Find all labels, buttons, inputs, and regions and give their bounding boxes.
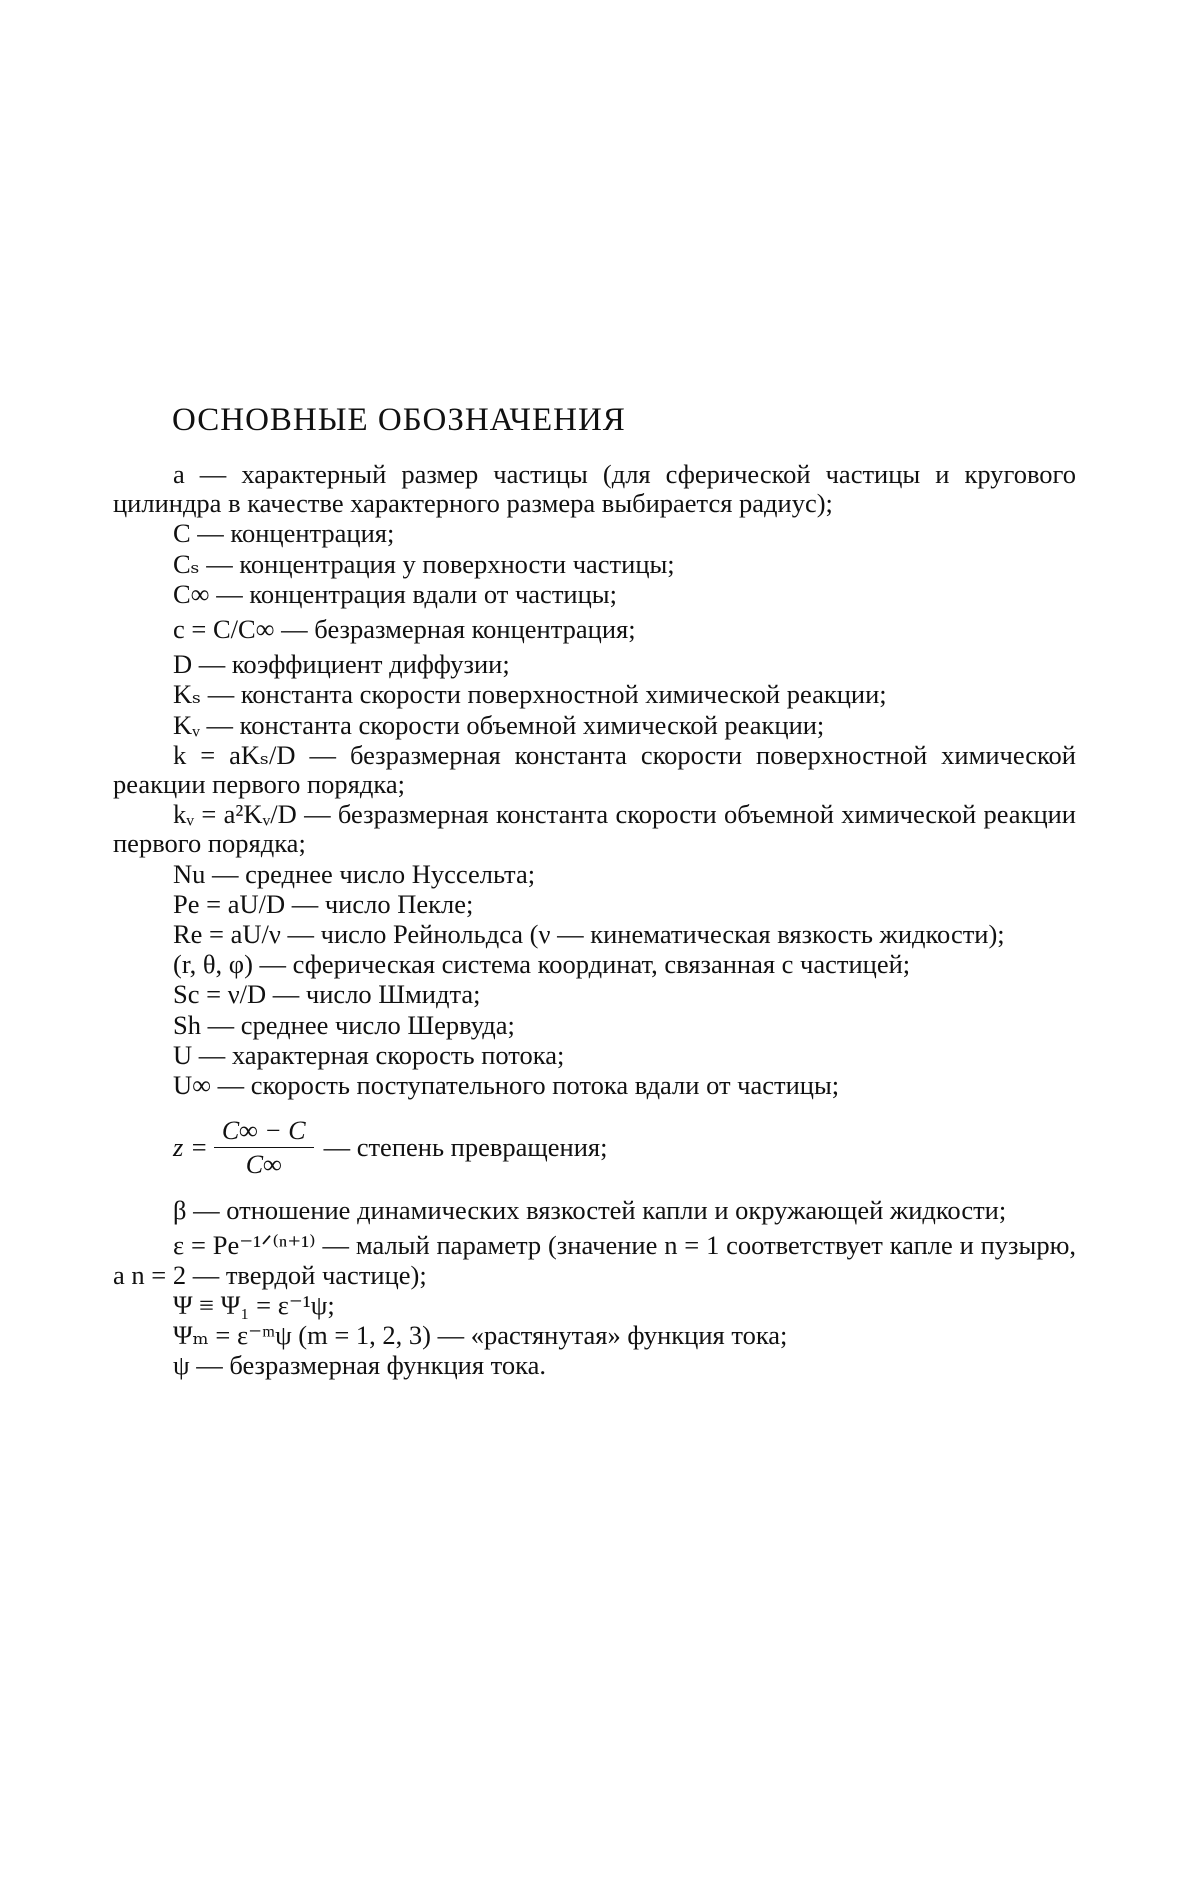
notation-item: D — коэффициент диффузии; — [173, 649, 510, 680]
notation-item: U∞ — скорость поступательного потока вдали от частицы; — [173, 1070, 840, 1101]
notation-item: Nu — среднее число Нуссельта; — [173, 858, 536, 889]
notation-item: Ψₘ = ε⁻ᵐψ (m = 1, 2, 3) — «растянутая» функция тока; — [173, 1320, 788, 1351]
notation-item: Re = aU/ν — число Рейнольдса (ν — кинематическая вязкость жидкости); — [173, 919, 1005, 950]
notation-item: U — характерная скорость потока; — [173, 1039, 565, 1070]
conversion-lhs: z = — [173, 1131, 208, 1162]
page-title: ОСНОВНЫЕ ОБОЗНАЧЕНИЯ — [172, 402, 626, 439]
notation-item: (r, θ, φ) — сферическая система координат, связанная с частицей; — [173, 949, 911, 980]
notation-item: ψ — безразмерная функция тока. — [173, 1350, 547, 1381]
notation-item: Kₛ — константа скорости поверхностной химической реакции; — [173, 679, 887, 710]
notation-item: a — характерный размер частицы (для сферической частицы и кругового цилиндра в качестве характерного размера выбирается радиус); — [113, 459, 1076, 519]
fraction-numerator: C∞ − C — [221, 1115, 306, 1145]
notation-item: β — отношение динамических вязкостей капли и окружающей жидкости; — [173, 1195, 1007, 1226]
conversion-description: — степень превращения; — [323, 1131, 608, 1162]
notation-item: Pe = aU/D — число Пекле; — [173, 888, 474, 919]
notation-item: Ψ ≡ Ψ₁ = ε⁻¹ψ; — [173, 1289, 335, 1320]
fraction — [214, 1116, 314, 1179]
notation-item: k = aKₛ/D — безразмерная константа скорости поверхностной химической реакции первого порядка; — [113, 739, 1076, 800]
notation-item: Sh — среднее число Шервуда; — [173, 1009, 515, 1040]
fraction-denominator: C∞ — [245, 1149, 282, 1179]
notation-item: Cₛ — концентрация у поверхности частицы; — [173, 548, 675, 579]
notation-item: Sc = ν/D — число Шмидта; — [173, 979, 481, 1010]
notation-item: kᵥ = a²Kᵥ/D — безразмерная константа скорости объемной химической реакции первого порядка; — [113, 799, 1076, 859]
notation-item: C — концентрация; — [173, 518, 395, 549]
conversion-formula — [113, 1104, 1076, 1190]
notation-item: Kᵥ — константа скорости объемной химической реакции; — [173, 709, 825, 740]
notation-list — [113, 460, 1076, 1381]
notation-item: c = C/C∞ — безразмерная концентрация; — [173, 614, 636, 645]
notation-item: C∞ — концентрация вдали от частицы; — [173, 578, 617, 609]
notation-item: ε = Pe⁻¹ᐟ⁽ⁿ⁺¹⁾ — малый параметр (значение n = 1 соответствует капле и пузырю, а n = 2 — твердой частице); — [113, 1230, 1076, 1290]
